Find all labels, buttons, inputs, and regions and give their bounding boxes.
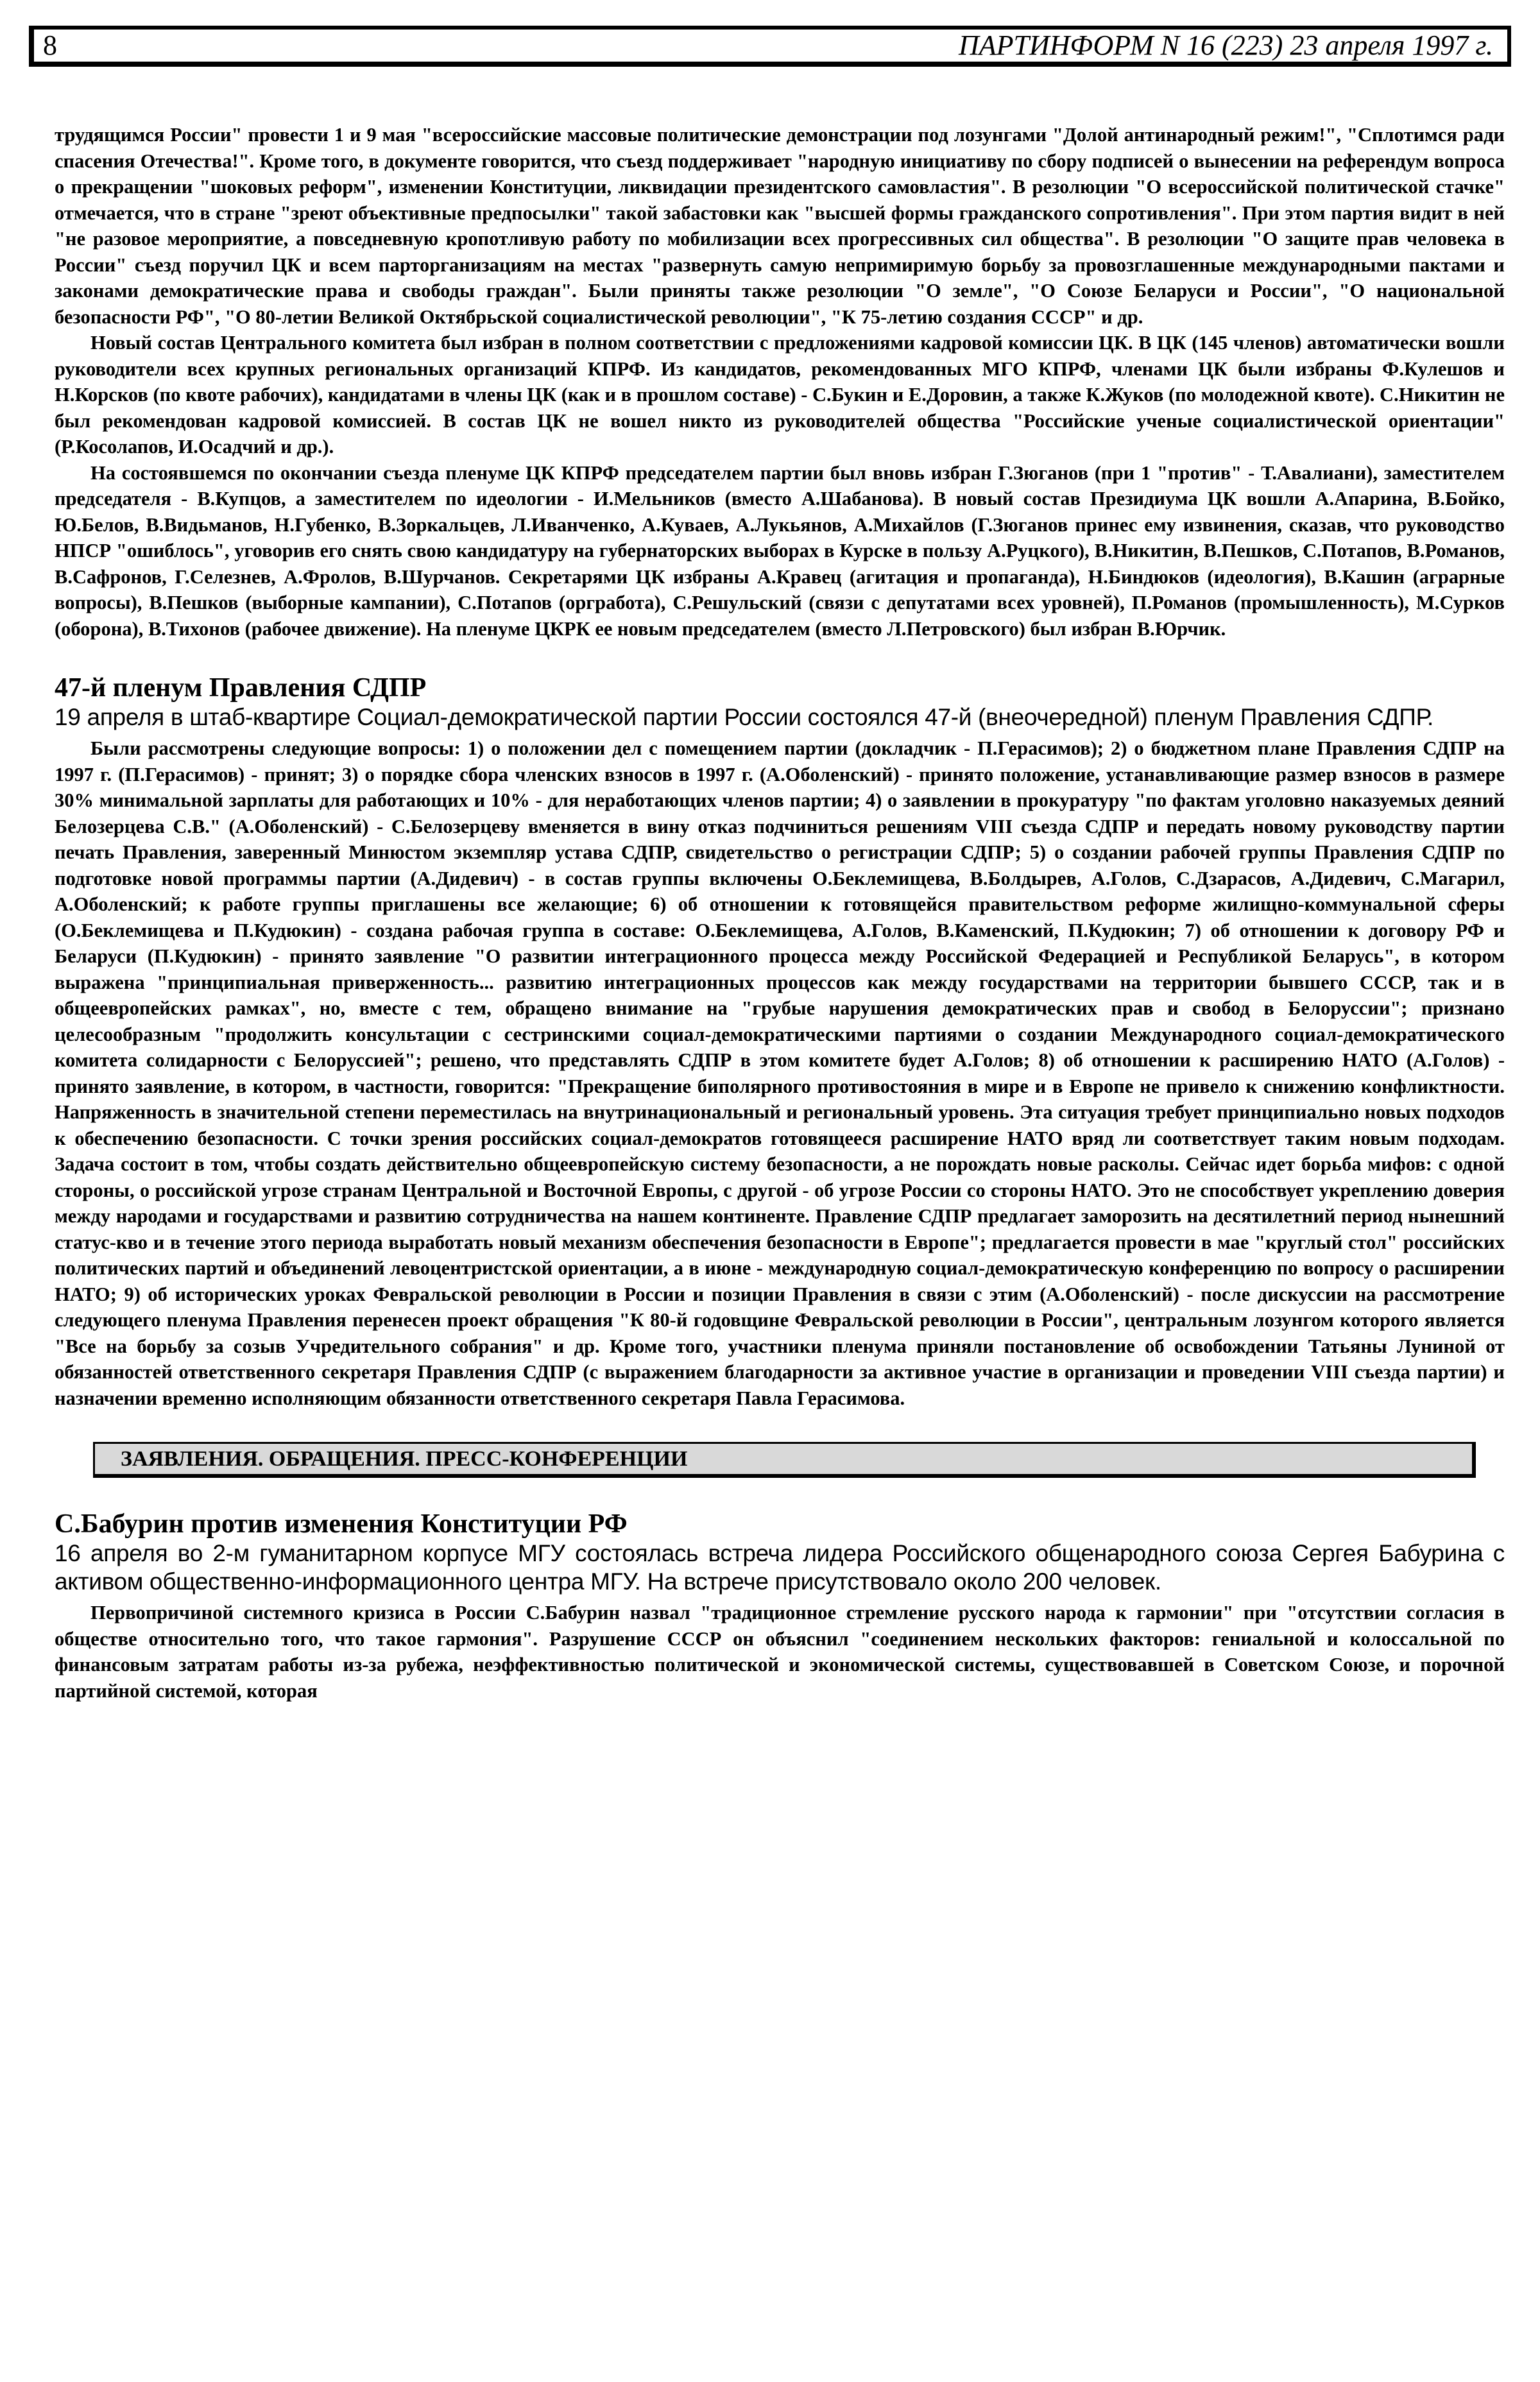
- article-lead: 16 апреля во 2-м гуманитарном корпусе МГУ состоялась встреча лидера Российского общенародного союза Сергея Бабурина с активом общественно-информационного центра МГУ. На встрече присутствовало около 200 человек.: [55, 1540, 1505, 1595]
- article-title: 47-й пленум Правления СДПР: [55, 673, 427, 703]
- article-paragraph: Первопричиной системного кризиса в России С.Бабурин назвал "традиционное стремление русского народа к гармонии" при "отсутствии согласия в обществе относительно того, что такое гармония". Разрушение СССР он объяснил "соединением нескольких факторов: гениальной и колоссальной по финансовым затратам работы из-за рубежа, неэффективностью политической и экономической системы, существовавшей в Советском Союзе, и порочной партийной системой, которая: [55, 1602, 1505, 1702]
- article-body: [55, 735, 1505, 1411]
- page-content: [55, 122, 1505, 1704]
- newsletter-page: [29, 26, 1511, 2355]
- baburin-article: [55, 1509, 1505, 1704]
- article-lead: 19 апреля в штаб-квартире Социал-демократической партии России состоялся 47-й (внеочередной) пленум Правления СДПР.: [55, 704, 1433, 730]
- running-title: ПАРТИНФОРМ N 16 (223) 23 апреля 1997 г.: [959, 30, 1493, 61]
- sdpr-plenum-article: [55, 673, 1505, 1411]
- article-paragraph: Были рассмотрены следующие вопросы: 1) о положении дел с помещением партии (докладчик - П.Герасимов); 2) о бюджетном плане Правления СДПР на 1997 г. (П.Герасимов) - принят; 3) о порядке сбора членских взносов в 1997 г. (А.Оболенский) - принято положение, устанавливающие размер взносов в размере 30% минимальной зарплаты для работающих и 10% - для неработающих членов партии; 4) о заявлении в прокуратуру "по фактам уголовно наказуемых деяний Белозерцева С.В." (А.Оболенский) - С.Белозерцеву вменяется в вину отказ подчиниться решениям VIII съезда СДПР и передать новому руководству партии печать Правления, заверенный Минюстом экземпляр устава СДПР, свидетельство о регистрации СДПР; 5) о создании рабочей группы Правления СДПР по подготовке новой программы партии (А.Дидевич) - в состав группы включены О.Беклемищева, В.Болдырев, А.Голов, С.Дзарасов, А.Дидевич, С.Магарил, А.Оболенский; к работе группы приглашены все желающие; 6) об отношении к готовящейся правительством реформе жилищно-коммунальной сферы (О.Беклемищева и П.Кудюкин) - создана рабочая группа в составе: О.Беклемищева, А.Голов, В.Каменский, П.Кудюкин; 7) об отношении к договору РФ и Беларуси (П.Кудюкин) - принято заявление "О развитии интеграционного процесса между Российской Федерацией и Республикой Беларусь", в котором выражена "принципиальная приверженность... развитию интеграционных процессов как между государствами на территории бывшего СССР, так и в общеевропейских рамках", но, вместе с тем, обращено внимание на "грубые нарушения демократических прав и свобод в Белоруссии"; признано целесообразным "продолжить консультации с сестринскими социал-демократическими партиями о создании Международного социал-демократического комитета солидарности с Белоруссией"; решено, что представлять СДПР в этом комитете будет А.Голов; 8) об отношении к расширению НАТО (А.Голов) - принято заявление, в котором, в частности, говорится: "Прекращение биполярного противостояния в мире и в Европе не привело к снижению конфликтности. Напряженность в значительной степени переместилась на внутринациональный и региональный уровень. Эта ситуация требует принципиально новых подходов к обеспечению безопасности. С точки зрения российских социал-демократов готовящееся расширение НАТО вряд ли соответствует таким новым подходам. Задача состоит в том, чтобы создать действительно общеевропейскую систему безопасности, а не порождать новые расколы. Сейчас идет борьба мифов: с одной стороны, о российской угрозе странам Центральной и Восточной Европы, с другой - об угрозе России со стороны НАТО. Это не способствует укреплению доверия между народами и государствами и развитию сотрудничества на нашем континенте. Правление СДПР предлагает заморозить на десятилетний период нынешний статус-кво и в течение этого периода выработать новый механизм обеспечения безопасности в Европе"; предлагается провести в мае "круглый стол" российских политических партий и объединений левоцентристской ориентации, а в июне - международную социал-демократическую конференцию по вопросу о расширении НАТО; 9) об исторических уроках Февральской революции в России и позиции Правления в связи с этим (А.Оболенский) - после дискуссии на рассмотрение следующего пленума Правления перенесен проект обращения "К 80-й годовщине Февральской революции в России", центральным лозунгом которого является "Все на борьбу за созыв Учредительного собрания" и др. Кроме того, участники пленума приняли постановление об освобождении Татьяны Луниной от обязанностей ответственного секретаря Правления СДПР (с выражением благодарности за активное участие в организации и проведении VIII съезда партии) и назначении временно исполняющим обязанности ответственного секретаря Павла Герасимова.: [55, 737, 1505, 1409]
- article-title: С.Бабурин против изменения Конституции РФ: [55, 1509, 628, 1539]
- kprf-congress-article: [55, 122, 1505, 642]
- article-body: [55, 1600, 1505, 1704]
- page-number: 8: [43, 30, 57, 61]
- section-rubric: ЗАЯВЛЕНИЯ. ОБРАЩЕНИЯ. ПРЕСС-КОНФЕРЕНЦИИ: [93, 1442, 1476, 1478]
- page-header: [29, 26, 1511, 67]
- article-paragraph: трудящимся России" провести 1 и 9 мая "всероссийские массовые политические демонстрации под лозунгами "Долой антинародный режим!", "Сплотимся ради спасения Отечества!". Кроме того, в документе говорится, что съезд поддерживает "народную инициативу по сбору подписей о вынесении на референдум вопроса о прекращении "шоковых реформ", изменении Конституции, ликвидации президентского самовластия". В резолюции "О всероссийской политической стачке" отмечается, что в стране "зреют объективные предпосылки" такой забастовки как "высшей формы гражданского сопротивления". При этом партия видит в ней "не разовое мероприятие, а повседневную кропотливую работу по мобилизации всех прогрессивных сил общества". В резолюции "О защите прав человека в России" съезд поручил ЦК и всем парторганизациям на местах "развернуть самую непримиримую борьбу за провозглашенные международными пактами и законами демократические права и свободы граждан". Были приняты также резолюции "О земле", "О Союзе Беларуси и России", "О национальной безопасности РФ", "О 80-летии Великой Октябрьской социалистической революции", "К 75-летию создания СССР" и др.: [55, 124, 1505, 328]
- article-paragraph: Новый состав Центрального комитета был избран в полном соответствии с предложениями кадровой комиссии ЦК. В ЦК (145 членов) автоматически вошли руководители всех крупных региональных организаций КПРФ. Из кандидатов, рекомендованных МГО КПРФ, членами ЦК были избраны Ф.Кулешов и Н.Корсков (по квоте рабочих), кандидатами в члены ЦК (как и в прошлом составе) - С.Букин и Е.Доровин, а также К.Жуков (по молодежной квоте). С.Никитин не был рекомендован кадровой комиссией. В состав ЦК не вошел никто из руководителей общества "Российские ученые социалистической ориентации" (Р.Косолапов, И.Осадчий и др.).: [55, 332, 1505, 458]
- article-paragraph: На состоявшемся по окончании съезда пленуме ЦК КПРФ председателем партии был вновь избран Г.Зюганов (при 1 "против" - Т.Авалиани), заместителем председателя - В.Купцов, а заместителем по идеологии - И.Мельников (вместо А.Шабанова). В новый состав Президиума ЦК вошли А.Апарина, В.Бойко, Ю.Белов, В.Видьманов, Н.Губенко, В.Зоркальцев, Л.Иванченко, А.Куваев, А.Лукьянов, А.Михайлов (Г.Зюганов принес ему извинения, сказав, что руководство НПСР "ошиблось", уговорив его снять свою кандидатуру на губернаторских выборах в Курске в пользу А.Руцкого), В.Никитин, В.Пешков, С.Потапов, В.Романов, В.Сафронов, Г.Селезнев, А.Фролов, В.Шурчанов. Секретарями ЦК избраны А.Кравец (агитация и пропаганда), Н.Биндюков (идеология), В.Кашин (аграрные вопросы), В.Пешков (выборные кампании), С.Потапов (оргработа), С.Решульский (связи с депутатами всех уровней), П.Романов (промышленность), М.Сурков (оборона), В.Тихонов (рабочее движение). На пленуме ЦКРК ее новым председателем (вместо Л.Петровского) был избран В.Юрчик.: [55, 461, 1505, 640]
